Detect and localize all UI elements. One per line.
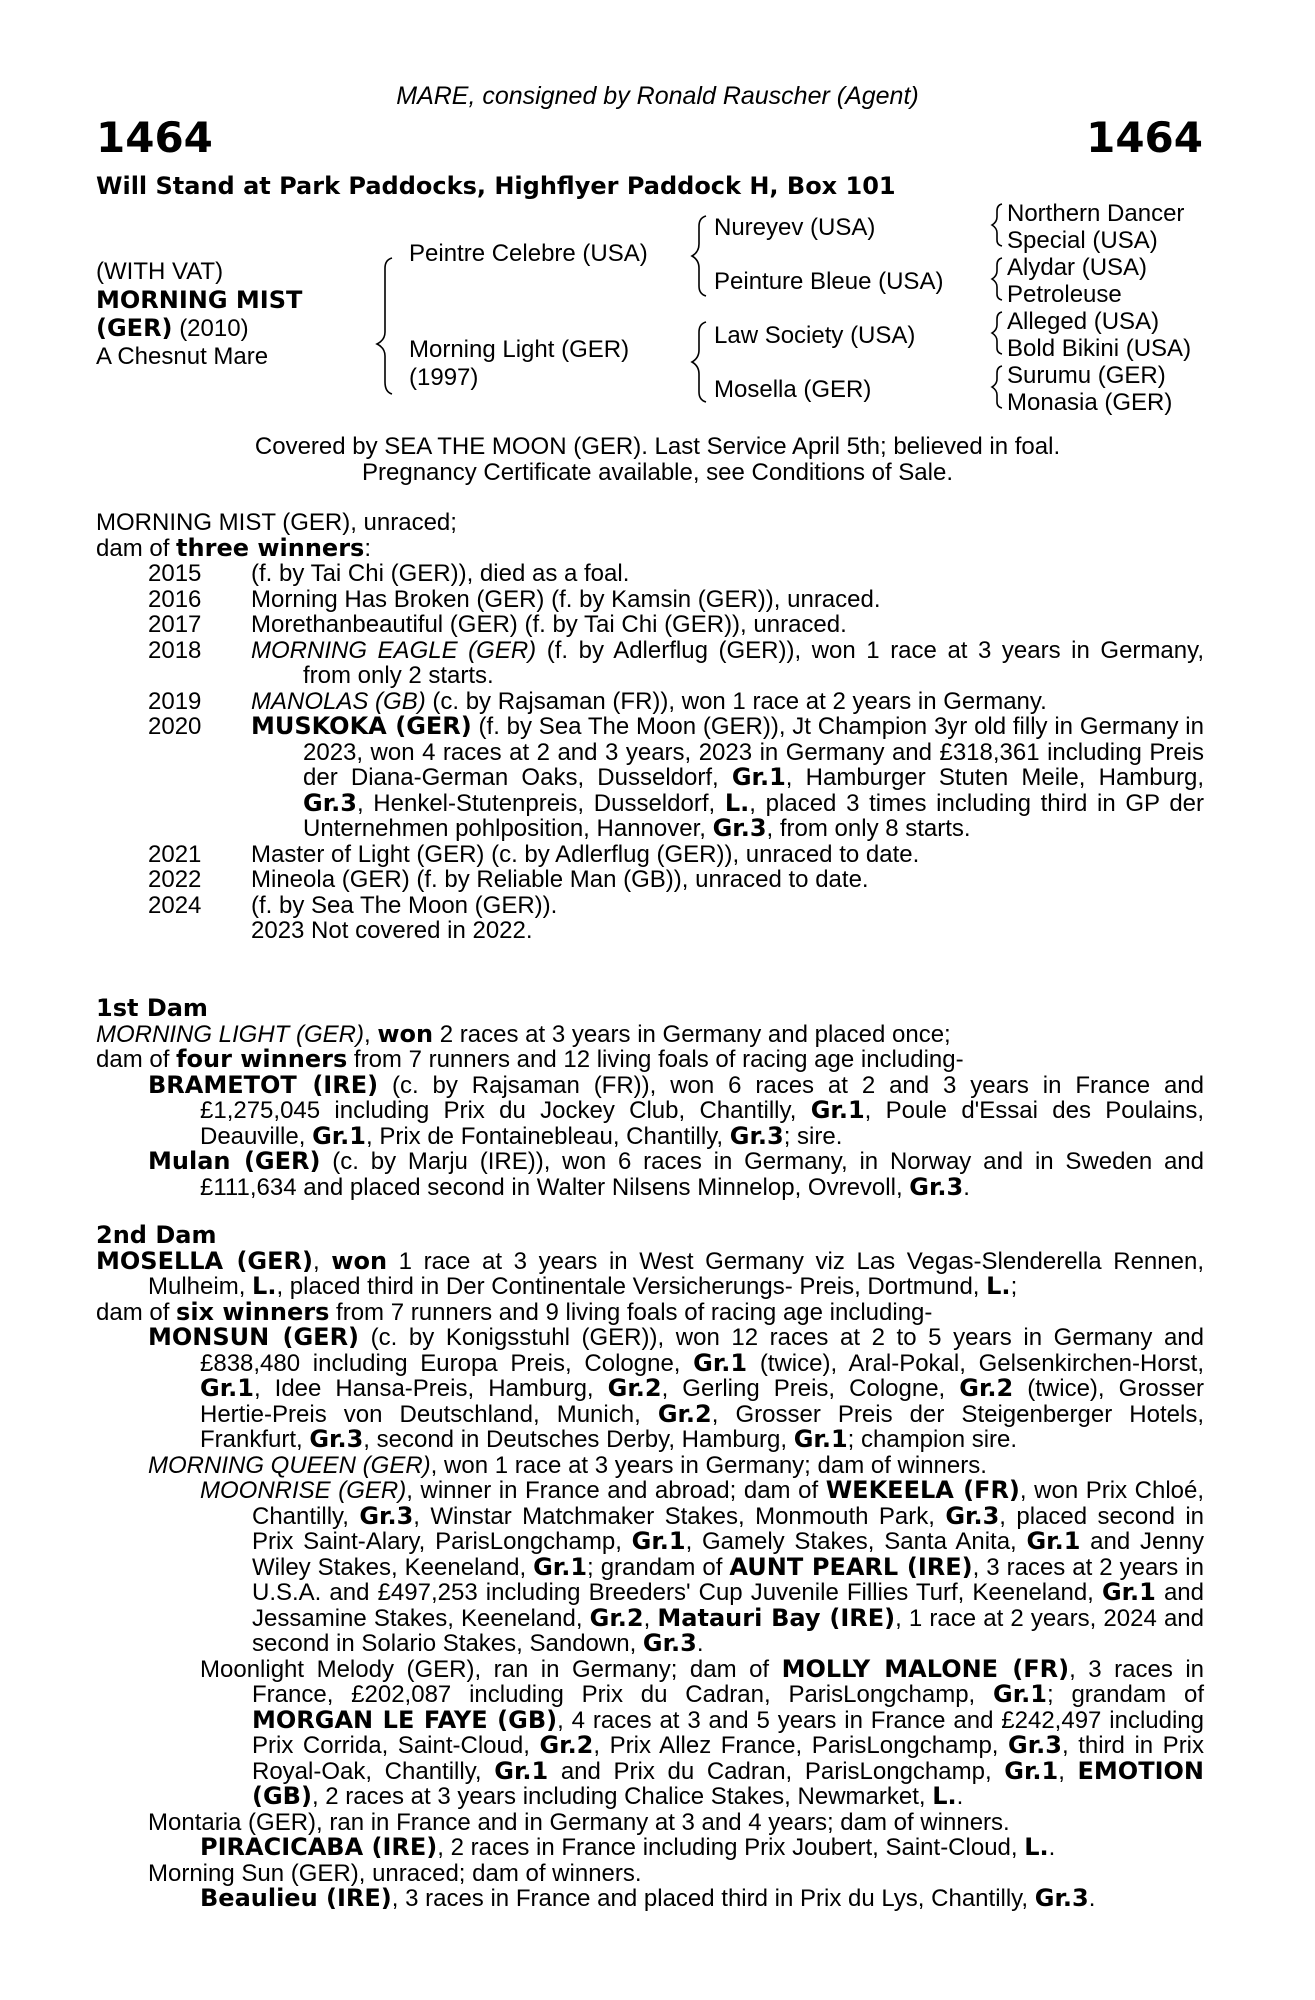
pedigree-sire: Peintre Celebre (USA) xyxy=(409,240,648,267)
pedigree-dss: Alleged (USA) xyxy=(1007,308,1160,335)
produce-record xyxy=(96,510,1204,944)
second-dam-section xyxy=(96,1223,1204,1912)
brace-gen1 xyxy=(377,258,392,394)
brace-dam xyxy=(692,322,706,402)
horse-year: (2010) xyxy=(179,315,249,342)
first-dam-heading: 1st Dam xyxy=(96,994,208,1022)
pedigree-dsd: Bold Bikini (USA) xyxy=(1007,335,1192,362)
pedigree-ssd: Special (USA) xyxy=(1007,227,1158,254)
produce-summary: dam of three winners: xyxy=(96,533,371,562)
vat-note: (WITH VAT) xyxy=(96,258,224,285)
runner-montaria: Montaria (GER), ran in France and in Germany at 3 and 4 years; dam of winners. xyxy=(148,1808,1010,1836)
covering-line: Covered by SEA THE MOON (GER). Last Service April 5th; believed in foal. xyxy=(254,433,1061,460)
pedigree-sds: Alydar (USA) xyxy=(1007,254,1148,281)
lot-number-left: 1464 xyxy=(96,113,213,162)
first-dam-produce: dam of four winners from 7 runners and 12 living foals of racing age including- xyxy=(96,1045,964,1073)
first-dam-section xyxy=(96,996,1204,1200)
consignor-line: MARE, consigned by Ronald Rauscher (Agent) xyxy=(396,82,919,110)
produce-note: 2023 Not covered in 2022. xyxy=(251,917,533,944)
runner-mulan: Mulan (GER) (c. by Marju (IRE)), won 6 races in Germany, in Norway and in Sweden and £111,634 and placed second in Walter Nilsens Minnelop, Ovrevoll, Gr.3. xyxy=(148,1147,1205,1201)
first-dam-line: MORNING LIGHT (GER), won 2 races at 3 years in Germany and placed once; xyxy=(96,1019,951,1048)
horse-description: A Chesnut Mare xyxy=(96,343,269,370)
horse-name: MORNING MIST xyxy=(96,286,303,314)
brace-sire xyxy=(692,216,706,296)
foal-row: 2015 (f. by Tai Chi (GER)), died as a foal. xyxy=(148,560,630,587)
foal-row: 2016 Morning Has Broken (GER) (f. by Kamsin (GER)), unraced. xyxy=(148,585,881,613)
pedigree-dds: Surumu (GER) xyxy=(1007,362,1166,389)
pedigree-ds: Law Society (USA) xyxy=(714,322,916,349)
foal-row: 2024 (f. by Sea The Moon (GER)). xyxy=(148,891,558,919)
produce-intro: MORNING MIST (GER), unraced; xyxy=(96,509,457,536)
second-dam-heading: 2nd Dam xyxy=(96,1221,217,1249)
pedigree-sd: Peinture Bleue (USA) xyxy=(714,268,944,295)
covering-info xyxy=(0,434,1315,485)
stand-location: Will Stand at Park Paddocks, Highflyer Paddock H, Box 101 xyxy=(96,172,896,200)
foal-row: 2020 MUSKOKA (GER) (f. by Sea The Moon (GER)), Jt Champion 3yr old filly in Germany in 2023, won 4 races at 2 and 3 years, 2023 in Germany and £318,361 including Preis der Diana-German Oaks, Dusseldorf, Gr.1, Hamburger Stuten Meile, Hamburg, Gr.3, Henkel-Stutenpreis, Dusseldorf, L., placed 3 times including third in GP der Unternehmen pohlposition, Hannover, Gr.3, from only 8 starts. xyxy=(148,712,1205,842)
second-dam-produce: dam of six winners from 7 runners and 9 living foals of racing age including- xyxy=(96,1297,933,1326)
runner-moonlight-melody: Moonlight Melody (GER), ran in Germany; dam of MOLLY MALONE (FR), 3 races in France, £202,087 including Prix du Cadran, ParisLongchamp, Gr.1; grandam of MORGAN LE FAYE (GB), 4 races at 3 and 5 years in France and £242,497 including Prix Corrida, Saint-Cloud, Gr.2, Prix Allez France, ParisLongchamp, Gr.3, third in Prix Royal-Oak, Chantilly, Gr.1 and Prix du Cadran, ParisLongchamp, Gr.1, EMOTION (GB), 2 races at 3 years including Chalice Stakes, Newmarket, L.. xyxy=(200,1654,1205,1810)
second-dam-line: MOSELLA (GER), won 1 race at 3 years in West Germany viz Las Vegas-Slenderella Rennen, Mulheim, L., placed third in Der Continentale Versicherungs- Preis, Dortmund, L.; xyxy=(96,1246,1204,1300)
pedigree-ss: Nureyev (USA) xyxy=(714,214,876,241)
runner-piracicaba: PIRACICABA (IRE), 2 races in France including Prix Joubert, Saint-Cloud, L.. xyxy=(200,1833,1056,1861)
runner-beaulieu: Beaulieu (IRE), 3 races in France and placed third in Prix du Lys, Chantilly, Gr.3. xyxy=(200,1884,1096,1912)
horse-country: (GER) xyxy=(96,314,173,342)
pregnancy-line: Pregnancy Certificate available, see Conditions of Sale. xyxy=(362,458,953,486)
runner-monsun: MONSUN (GER) (c. by Konigsstuhl (GER)), won 12 races at 2 to 5 years in Germany and £838,480 including Europa Preis, Cologne, Gr.1 (twice), Aral-Pokal, Gelsenkirchen-Horst, Gr.1, Idee Hansa-Preis, Hamburg, Gr.2, Gerling Preis, Cologne, Gr.2 (twice), Grosser Hertie-Preis von Deutschland, Munich, Gr.2, Grosser Preis der Steigenberger Hotels, Frankfurt, Gr.3, second in Deutsches Derby, Hamburg, Gr.1; champion sire. xyxy=(148,1323,1205,1453)
pedigree-sdd: Petroleuse xyxy=(1007,281,1122,308)
runner-brametot: BRAMETOT (IRE) (c. by Rajsaman (FR)), won 6 races at 2 and 3 years in France and £1,275,045 including Prix du Jockey Club, Chantilly, Gr.1, Poule d'Essai des Poulains, Deauville, Gr.1, Prix de Fontainebleau, Chantilly, Gr.3; sire. xyxy=(148,1070,1205,1150)
foal-row: 2022 Mineola (GER) (f. by Reliable Man (GB)), unraced to date. xyxy=(148,866,869,893)
pedigree-dam-name: Morning Light (GER) xyxy=(409,336,630,363)
foal-row: 2019 MANOLAS (GB) (c. by Rajsaman (FR)), won 1 race at 2 years in Germany. xyxy=(148,687,1047,715)
pedigree-gen3 xyxy=(1007,200,1191,416)
pedigree-dam-year: (1997) xyxy=(409,364,479,391)
pedigree-sss: Northern Dancer xyxy=(1007,200,1185,227)
runner-morning-sun: Morning Sun (GER), unraced; dam of winners. xyxy=(148,1859,642,1887)
foal-row: 2021 Master of Light (GER) (c. by Adlerflug (GER)), unraced to date. xyxy=(148,840,920,868)
pedigree-dam xyxy=(409,336,629,392)
runner-morning-queen: MORNING QUEEN (GER), won 1 race at 3 years in Germany; dam of winners. xyxy=(148,1451,987,1479)
runner-moonrise: MOONRISE (GER), winner in France and abroad; dam of WEKEELA (FR), won Prix Chloé, Chantilly, Gr.3, Winstar Matchmaker Stakes, Monmouth Park, Gr.3, placed second in Prix Saint-Alary, ParisLongchamp, Gr.1, Gamely Stakes, Santa Anita, Gr.1 and Jenny Wiley Stakes, Keeneland, Gr.1; grandam of AUNT PEARL (IRE), 3 races at 2 years in U.S.A. and £497,253 including Breeders' Cup Juvenile Fillies Turf, Keeneland, Gr.1 and Jessamine Stakes, Keeneland, Gr.2, Matauri Bay (IRE), 1 race at 2 years, 2024 and second in Solario Stakes, Sandown, Gr.3. xyxy=(200,1476,1205,1657)
pedigree-dd: Mosella (GER) xyxy=(714,376,872,403)
lot-number-right: 1464 xyxy=(1086,113,1203,162)
foal-row: 2018 MORNING EAGLE (GER) (f. by Adlerflug (GER)), won 1 race at 3 years in Germany, from only 2 starts. xyxy=(148,636,1205,689)
pedigree-ddd: Monasia (GER) xyxy=(1007,389,1173,416)
foal-row: 2017 Morethanbeautiful (GER) (f. by Tai Chi (GER)), unraced. xyxy=(148,611,847,638)
